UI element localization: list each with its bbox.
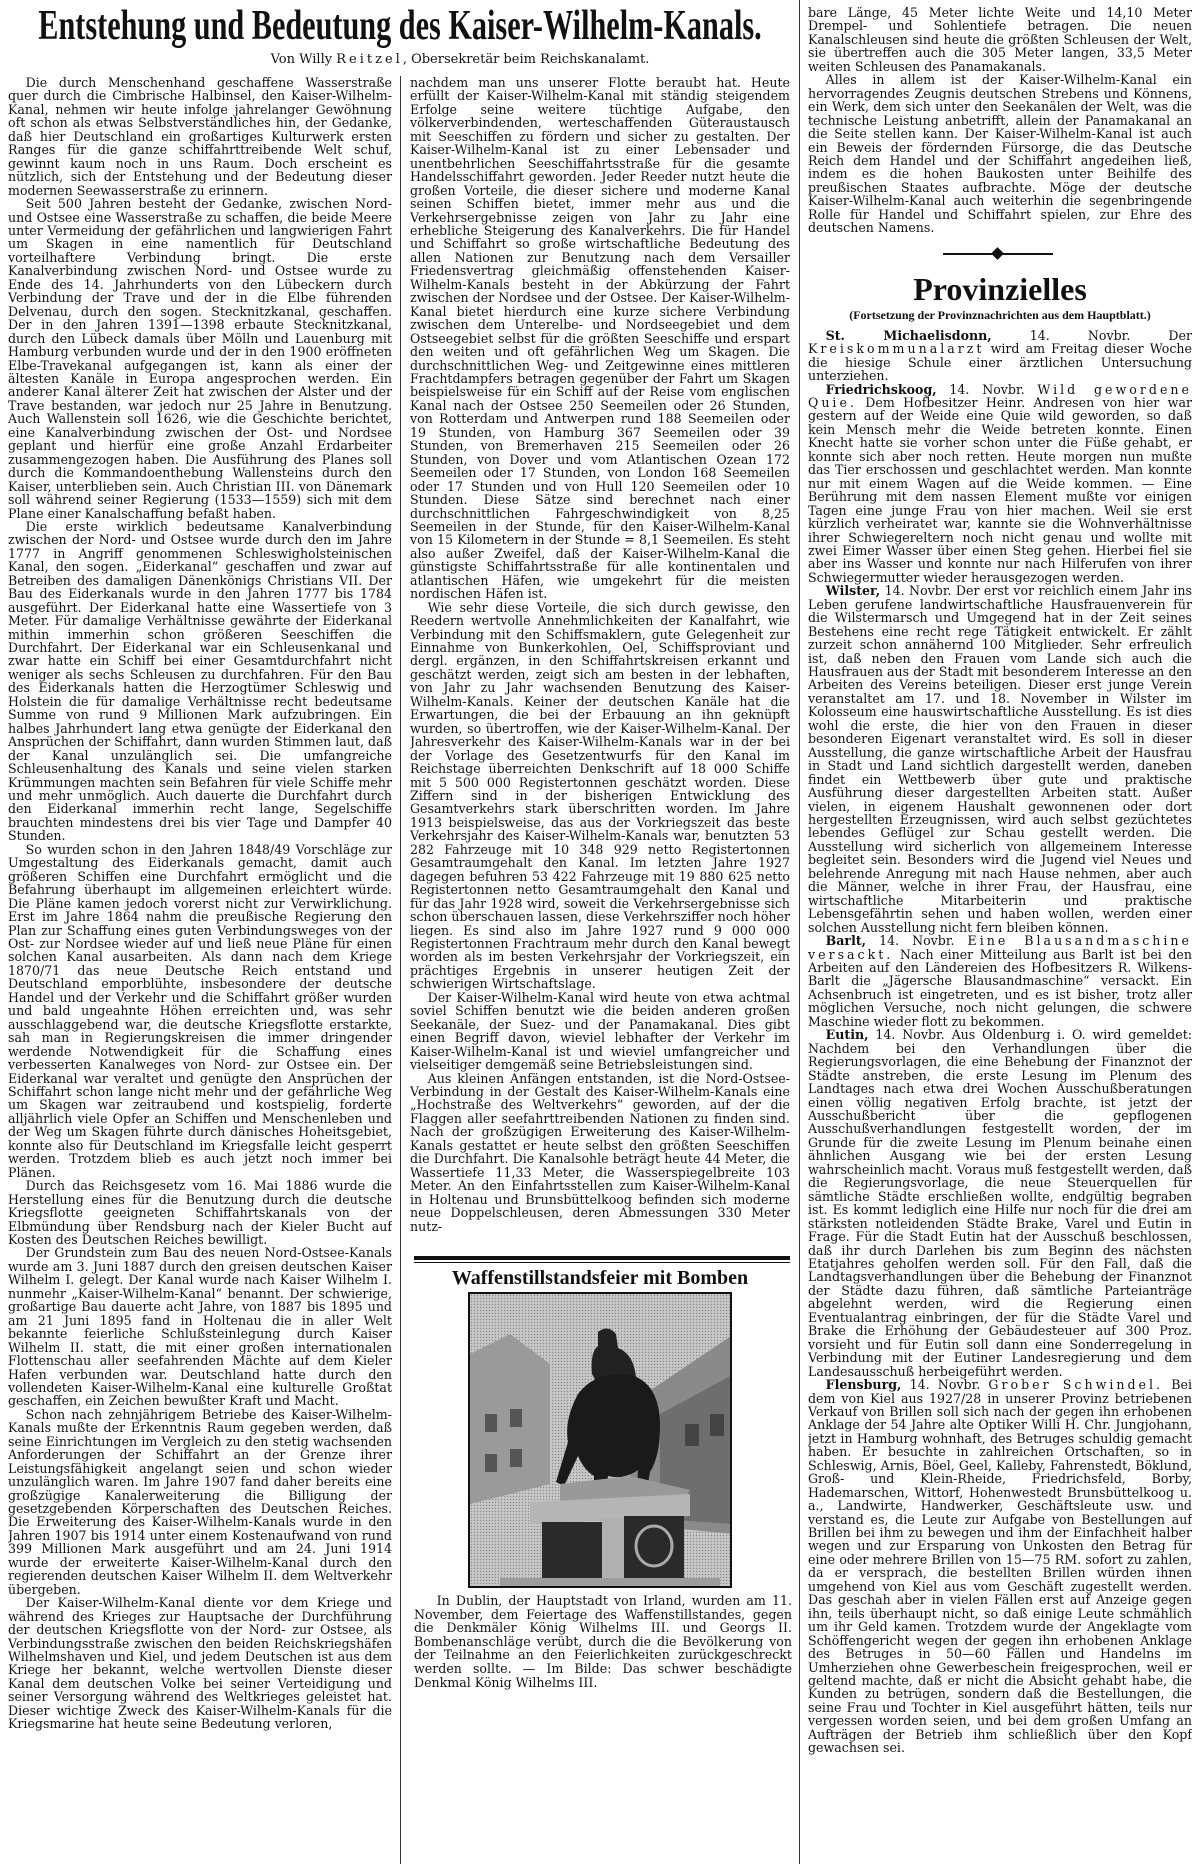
news-date: 14. Novbr. (884, 583, 952, 599)
news-place: Flensburg, (825, 1377, 902, 1393)
section-heading-provinzielles: Provinzielles (913, 270, 1087, 307)
article-column-1 (8, 76, 392, 1864)
news-headline: Grober Schwindel. (988, 1377, 1164, 1393)
paragraph: Schon nach zehnjährigem Betriebe des Kaiser-Wilhelm-Kanals mußte der Erkenntnis Raum gegeben werden, daß seine Einrichtungen im Vergleich zu den stetig wachsenden Anforderungen der Schiffahrt an der Grenze ihrer Leistungsfähigkeit angelangt seien und schon wieder unzulänglich waren. Im Jahre 1907 fand daher bereits eine großzügige Kanalerweiterung die Billigung der gesetzgebenden Körperschaften des Deutschen Reiches. Die Erweiterung des Kaiser-Wilhelm-Kanals wurde in den Jahren 1907 bis 1914 unter einem Kostenaufwand von rund 399 Millionen Mark ausgeführt und am 24. Juni 1914 wurde der erweiterte Kaiser-Wilhelm-Kanal durch den regierenden deutschen Kaiser Wilhelm II. dem Weltverkehr übergeben. (8, 1406, 392, 1597)
author-name: Reitzel (336, 52, 403, 67)
section-subheading: (Fortsetzung der Provinznachrichten aus dem Hauptblatt.) (849, 307, 1151, 322)
news-place: Eutin, (825, 1027, 869, 1043)
paragraph: Der Kaiser-Wilhelm-Kanal diente vor dem Kriege und während des Krieges zur Hauptsache der Durchführung der deutschen Kriegsflotte von der Nord- zur Ostsee, als Verbindungsstraße zwischen den beiden Reichskriegshäfen Wilhelmshaven und Kiel, und jedem Deutschen ist aus dem Kriege her bekannt, welche wertvollen Dienste dieser Kanal dem deutschen Volke bei seiner Verteidigung und seiner Versorgung während des Weltkrieges geleistet hat. Dieser wichtige Zweck des Kaiser-Wilhelm-Kanals für die Kriegsmarine hat heute seine Bedeutung verloren, (8, 1595, 392, 1732)
article-byline (150, 52, 770, 68)
news-text: Nach einer Mitteilung aus Barlt ist bei den Arbeiten auf den Ländereien des Hofbesitzers R. Wilkens-Barlt die „Jägersche Blausandmaschine“ versackt. Ein Achsenbruch ist eingetreten, und es ist bisher, trotz aller möglichen Versuche, noch nicht gelungen, die schwere Maschine wieder flott zu bekommen. (808, 946, 1192, 1029)
news-text: Aus Oldenburg i. O. wird gemeldet: Nachdem bei den Verhandlungen über die Regierungsvorlagen, die eine Behebung der Finanznot der Städte anstreben, die erste Lesung im Plenum des Landtages nach etwa drei Wochen Ausschußberatungen einen völlig negativen Erfolg brachte, ist jetzt der Ausschußbericht über die gepflogenen Ausschußverhandlungen festgestellt worden, der im Grunde für die zweite Lesung im Plenum beinahe einen ähnlichen Ausgang wie bei der ersten Lesung wahrscheinlich macht. Voraus muß festgestellt werden, daß die Regierungsvorlage, die neue Steuerquellen für sämtliche Städte erschließen wollte, endgültig begraben ist. Es kommt lediglich eine Hilfe nur noch für die drei am stärksten notleidenden Städte Brake, Varel und Eutin in Frage. Für die Stadt Eutin hat der Ausschuß beschlossen, daß ihr durch Darlehen bis zum Beginn des nächsten Etatjahres geholfen werden soll. Für den Fall, daß die Landtagsverhandlungen über die Behebung der Finanznot der Städte dazu führen, daß sämtliche Parteianträge abgelehnt werden, wird die Regierung einen Eventualantrag einbringen, der für die Städte Varel und Brake die Erhöhung der Gebäudesteuer auf 300 Proz. vorsieht und für Eutin soll dann eine Sonderregelung in Verbindung mit der Eutiner Landesregierung und dem Landesausschuß herbeigeführt werden. (808, 1027, 1192, 1379)
news-place: Friedrichskoog, (825, 381, 937, 397)
news-place: Barlt, (825, 933, 867, 949)
news-text: Der erst vor reichlich einem Jahr ins Leben gerufene landwirtschaftliche Hausfrauenverein für die Wilstermarsch und Umgegend hat in der Zeit seines Bestehens eine recht rege Tätigkeit entwickelt. Er zählt zurzeit schon annähernd 100 Mitglieder. Sehr erfreulich ist, daß neben den Frauen vom Lande sich auch die Hausfrauen aus der Stadt mit besonderem Interesse an den Arbeiten des Vereins beteiligen. Dieser erst junge Verein veranstaltet am 17. und 18. November in Wilster im Kolosseum eine hauswirtschaftliche Ausstellung. Es ist dies wohl die erste, die hier von den Frauen in dieser besonderen Eigenart veranstaltet wird. Es soll in dieser Ausstellung, die ganze wirtschaftliche Arbeit der Hausfrau in Stadt und Land sichtlich dargestellt werden, daneben findet ein Wettbewerb über gute und praktische Ausführung dieser dargestellten Arbeiten statt. Außer vielen, in eigenem Haushalt gewonnenen oder dort hergestellten Erzeugnissen, wird auch selbst gezüchtetes lebendes Geflügel zur Schau gestellt werden. Die Ausstellung wird sicherlich von allgemeinem Interesse begleitet sein. Besonders wird die Jugend viel Neues und belehrende Anregung mit nach Hause nehmen, aber auch die Männer, welche in ihrer Frau, der Hausfrau, eine wirtschaftliche Mitarbeiterin und praktische Lebensgefährtin sehen und haben wollen, werden einer solchen Ausstellung nicht fern bleiben können. (808, 583, 1192, 935)
news-text: wird am Freitag dieser Woche die hiesige Schule einer ärztlichen Untersuchung unterziehen. (808, 341, 1192, 384)
paragraph: nachdem man uns unserer Flotte beraubt hat. Heute erfüllt der Kaiser-Wilhelm-Kanal mit ständig steigendem Erfolge seine weitere tüchtige Aufgabe, den völkerverbindenden, werteschaffenden Güteraustausch mit Seeschiffen zu fördern und sicher zu gestalten. Der Kaiser-Wilhelm-Kanal ist zu einer Lebensader und unentbehrlichen Seeschiffahrtsstraße für die gesamte Handelsschiffahrt geworden. Jeder Reeder nutzt heute die großen Vorteile, die dieser sichere und moderne Kanal seinen Schiffen bietet, immer mehr aus und die Verkehrsergebnisse zeigen von Jahr zu Jahr eine erhebliche Steigerung des Kanalverkehrs. Die für Handel und Schiffahrt so große wirtschaftliche Bedeutung des allen Nationen zur Benutzung nach dem Versailler Friedensvertrag gleichmäßig offenstehenden Kaiser-Wilhelm-Kanals besteht in der Abkürzung der Fahrt zwischen der Nordsee und der Ostsee. Der Kaiser-Wilhelm-Kanal bietet hierdurch eine kurze sichere Verbindung zwischen dem Unterelbe- und Nordseegebiet und dem Ostseegebiet selbst für die größten Seeschiffe und erspart den weiten und oft gefährlichen Weg um Skagen. Die durchschnittlichen Weg- und Zeitgewinne eines mittleren Frachtdampfers betragen gegenüber der Fahrt um Skagen beispielsweise für ein Schiff auf der Reise vom englischen Kanal nach der Ostsee 250 Seemeilen oder 26 Stunden, von Rotterdam und Antwerpen rund 188 Seemeilen oder 19 Stunden, von Hamburg 367 Seemeilen oder 39 Stunden, von Bremerhaven 215 Seemeilen oder 26 Stunden, von Dover und vom Atlantischen Ozean 172 Seemeilen oder 17 Stunden, von London 168 Seemeilen oder 17 Stunden und von Hull 120 Seemeilen oder 10 Stunden. Diese Sätze sind berechnet nach einer durchschnittlichen Fahrgeschwindigkeit von 8,25 Seemeilen in der Stunde, für den Kaiser-Wilhelm-Kanal von 15 Kilometern in der Stunde = 8,1 Seemeilen. Es steht also außer Zweifel, daß der Kaiser-Wilhelm-Kanal die günstigste Schiffahrtsstraße für alle kontinentalen und atlantischen Häfen, wie umgekehrt für die meisten nordischen Häfen ist. (410, 76, 790, 602)
byline-prefix: Von Willy (270, 52, 333, 67)
news-date: 14. Novbr. (909, 1377, 981, 1393)
news-headline: Kreiskommunalarzt (808, 341, 985, 357)
column-rule (400, 76, 401, 1864)
article-headline: Entstehung und Bedeutung des Kaiser-Wilhelm-Kanals. (38, 3, 762, 49)
news-date: 14. Novbr. (1029, 327, 1131, 343)
news-item (808, 584, 1192, 934)
news-text: Bei dem von Kiel aus 1927/28 in unserer Provinz betriebenen Verkauf von Brillen soll sich nach der gegen ihn erhobenen Anklage der 54 Jahre alte Optiker Willi H. Chr. Jungjohann, jetzt in Hamburg wohnhaft, des Betruges schuldig gemacht haben. Er besuchte in zahlreichen Ortschaften, so in Schleswig, Arnis, Böel, Geel, Kalleby, Fahrenstedt, Böklund, Groß- und Klein-Rheide, Friedrichsfeld, Borby, Hademarschen, Wittorf, Hohenwestedt Brunsbüttelkoog u. a., Landwirte, Handwerker, Geschäftsleute usw. und verstand es, die Leute zur Aufgabe von Bestellungen auf Brillen bei ihm zu bewegen und ihm der Einfachheit halber wegen und zur Ersparung von Unkosten den Betrag für eine oder mehrere Brillen von 15—75 RM. sofort zu zahlen, da er versprach, die bestellten Brillen würden ihnen umgehend von Kiel aus vom Geschäft zugestellt werden. Das geschah aber in vielen Fällen erst auf Anzeige gegen ihn, teils überhaupt nicht, so daß einige Leute schmählich um ihr Geld kamen. Trotzdem wurde der Angeklagte vom Schöffengericht wegen der gegen ihn erhobenen Anklage des Betruges in 50—60 Fällen und Handelns im Umherziehen ohne Gewerbeschein freigesprochen, weil er geltend machte, daß er nicht die Absicht gehabt habe, die Kunden zu betrügen, sondern daß die Bestellungen, die seine Frau und Tochter in Kiel ausgeführt hätten, teils nur vergessen worden seien, und bei dem großen Umfang an Aufträgen der Betrieb ihm schließlich über den Kopf gewachsen sei. (808, 1377, 1192, 1756)
section-rule (414, 1256, 790, 1260)
paragraph: bare Länge, 45 Meter lichte Weite und 14,10 Meter Drempel- und Sohlentiefe betragen. Die neuen Kanalschleusen sind heute die größten Schleusen der Welt, sie übertreffen auch die 305 Meter langen, 33,5 Meter weiten Schleusen des Panamakanals. (808, 6, 1192, 74)
paragraph: Der Grundstein zum Bau des neuen Nord-Ostsee-Kanals wurde am 3. Juni 1887 durch den greisen deutschen Kaiser Wilhelm I. gelegt. Der Kanal wurde nach Kaiser Wilhelm I. nunmehr „Kaiser-Wilhelm-Kanal“ benannt. Der schwierige, großartige Bau dauerte acht Jahre, von 1887 bis 1895 und am 21 Juni 1895 fand in Holtenau die in aller Welt bekannte feierliche Schlußsteinlegung durch Kaiser Wilhelm II. statt, die mit einer großen internationalen Flottenschau aller seefahrenden Mächte auf dem Kieler Hafen verbunden war. Deutschland hatte durch den vollendeten Kaiser-Wilhelm-Kanal eine kulturelle Großtat geschaffen, ein Zeichen bewußter Kraft und Macht. (8, 1245, 392, 1409)
equestrian-statue-image (470, 1294, 732, 1588)
paragraph: Wie sehr diese Vorteile, die sich durch gewisse, den Reedern wertvolle Annehmlichkeiten der Kanalfahrt, wie Verbindung mit den Schiffsmaklern, gute Gelegenheit zur Einnahme von Bunkerkohlen, Oel, Schiffsproviant und dergl. ergänzen, in den Schiffahrtskreisen erkannt und geschätzt werden, zeigt sich am besten in der lebhaften, von Jahr zu Jahr wachsenden Benutzung des Kaiser-Wilhelm-Kanals. Keiner der deutschen Kanäle hat die Erwartungen, die bei der Erbauung an ihn geknüpft wurden, so übertroffen, wie der Kaiser-Wilhelm-Kanal. Der Jahresverkehr des Kaiser-Wilhelm-Kanals war in der bei der Vorlage des Gesetzentwurfs für den Kanal im Reichstage überreichten Denkschrift auf 18 000 Schiffe mit 5 500 000 Registertonnen geschätzt worden. Diese Ziffern sind in der bisherigen Entwicklung des Gesamtverkehrs stark überschritten worden. Im Jahre 1913 beispielsweise, das aus der Vorkriegszeit das beste Verkehrsjahr des Kaiser-Wilhelm-Kanals war, benutzten 53 282 Fahrzeuge mit 10 348 929 netto Registertonnen Gesamtraumgehalt den Kanal. Im letzten Jahre 1927 dagegen befuhren 53 422 Fahrzeuge mit 19 880 625 netto Registertonnen netto Gesamtraumgehalt den Kanal und für das Jahr 1928 wird, soweit die Verkehrsergebnisse sich schon überschauen lassen, diese Verkehrsziffer noch höher liegen. Es sind also im Jahre 1927 rund 9 000 000 Registertonnen Frachtraum mehr durch den Kanal bewegt worden als im besten Verkehrsjahr der Vorkriegszeit, ein prächtiges Ergebnis in unserer heutigen Zeit der schwierigen Wirtschaftslage. (410, 599, 790, 992)
paragraph: Die erste wirklich bedeutsame Kanalverbindung zwischen der Nord- und Ostsee wurde durch den im Jahre 1777 in Angriff genommenen Schleswigholsteinischen Kanal, den sogen. „Eiderkanal“ geschaffen und zwar auf Betreiben des damaligen Dänenkönigs Christians VII. Der Bau des Eiderkanals wurde in den Jahren 1777 bis 1784 ausgeführt. Der Eiderkanal hatte eine Wassertiefe von 3 Meter. Für damalige Verhältnisse gewährte der Eiderkanal mithin immerhin schon größeren Seeschiffen die Durchfahrt. Der Eiderkanal war ein Schleusenkanal und zwar hatte ein Schiff bei einer Gesamtdurchfahrt nicht weniger als sechs Schleusen zu durchfahren. Für den Bau des Eiderkanals hatten die Herzogtümer Schleswig und Holstein die für damalige Verhältnisse recht bedeutsame Summe von rund 9 Millionen Mark aufzubringen. Ein halbes Jahrhundert lang etwa genügte der Eiderkanal den Ansprüchen der Schiffahrt, dann wurden Stimmen laut, daß der Kanal unzulänglich sei. Die umfangreiche Schleusenhaltung des Kanals und seine vielen starken Krümmungen machten sein Befahren für viele Schiffe mehr und mehr unmöglich. Auch dauerte die Durchfahrt durch den Eiderkanal immerhin recht lange, Segelschiffe brauchten mindestens drei bis vier Tage und Dampfer 40 Stunden. (8, 518, 392, 844)
paragraph: Die durch Menschenhand geschaffene Wasserstraße quer durch die Cimbrische Halbinsel, den Kaiser-Wilhelm-Kanal, nehmen wir heute infolge jahrelanger Gewöhnung oft schon als etwas Selbstverständliches hin, der Gedanke, daß hier Deutschland ein großartiges Kulturwerk ersten Ranges für die ganze schiffahrttreibende Welt schuf, gewinnt kaum noch in uns Raum. Doch erscheint es nützlich, sich der Entstehung und der Bedeutung dieser modernen Seewasserstraße zu erinnern. (8, 76, 392, 198)
news-place: St. Michaelisdonn, (825, 327, 992, 343)
paragraph: Aus kleinen Anfängen entstanden, ist die Nord-Ostsee-Verbindung in der Gestalt des Kaiser-Wilhelm-Kanals eine „Hochstraße des Weltverkehrs“ geworden, auf der die Flaggen aller seefahrttreibenden Nationen zu finden sind. Nach der großzügigen Erweiterung des Kaiser-Wilhelm-Kanals gestattet er heute selbst den größten Seeschiffen die Durchfahrt. Die Kanalsohle beträgt heute 44 Meter, die Wassertiefe 11,33 Meter, die Wasserspiegelbreite 103 Meter. An den Einfahrtsstellen zum Kaiser-Wilhelm-Kanal in Holtenau und Brunsbüttelkoog befinden sich moderne neue Doppelschleusen, deren Abmessungen 330 Meter nutz- (410, 1070, 790, 1234)
news-item (808, 934, 1192, 1028)
byline-suffix: , Obersekretär beim Reichskanalamt. (402, 52, 650, 67)
news-place: Wilster, (825, 583, 881, 599)
photo-caption (414, 1594, 792, 1689)
paragraph: Der Kaiser-Wilhelm-Kanal wird heute von etwa achtmal soviel Schiffen benutzt wie die beiden anderen großen Seekanäle, der Suez- und der Panamakanal. Dies gibt einen Begriff davon, wieviel lebhafter der Verkehr im Kaiser-Wilhelm-Kanal ist und wieviel umfangreicher und vielseitiger demgemäß seine Betriebsleistungen sind. (410, 989, 790, 1073)
news-items-list (808, 329, 1192, 1755)
news-date: 14. Novbr. (879, 933, 955, 949)
news-headline: Wild gewordene Quie. (808, 381, 1192, 410)
article-column-3 (808, 6, 1192, 1856)
news-item (808, 383, 1192, 585)
news-date: 14. Novbr. (875, 1027, 945, 1043)
news-text: Dem Hofbesitzer Heinr. Andresen von hier war gestern auf der Weide eine Quie wild geworden, so daß kein Mensch mehr die Weide betreten konnte. Einen Knecht hatte sie vorher schon unter die Füße gehabt, er konnte sich aber noch retten. Heute morgen nun mußte das Tier erschossen und geschlachtet werden. Man konnte nur mit einem Wagen auf die Weide kommen. — Eine Berührung mit dem nassen Element mußte vor einigen Tagen eine junge Frau von hier machen. Weil sie erst kürzlich verheiratet war, kannte sie die Wohnverhältnisse ihrer Schwiegereltern noch nicht genau und wollte mit zwei Eimer Wasser über einen Steg gehen. Hierbei fiel sie aber ins Wasser und konnte nur nach Hilferufen von ihrer Schwiegermutter wieder herausgezogen werden. (808, 394, 1192, 585)
section-rule (414, 1262, 790, 1263)
paragraph: Durch das Reichsgesetz vom 16. Mai 1886 wurde die Herstellung eines für die Benutzung durch die deutsche Kriegsflotte geeigneten Schiffahrtskanals von der Elbmündung über Rendsburg nach der Kieler Bucht auf Kosten des Deutschen Reiches bewilligt. (8, 1178, 392, 1247)
news-item (808, 1378, 1192, 1755)
statue-photo (468, 1292, 732, 1588)
news-lead: Der (1168, 327, 1192, 343)
photo-headline: Waffenstillstandsfeier mit Bomben (451, 1267, 749, 1289)
paragraph: Seit 500 Jahren besteht der Gedanke, zwischen Nord- und Ostsee eine Wasserstraße zu schaffen, die beide Meere unter Vermeidung der gefährlichen und langwierigen Fahrt um Skagen in eine namentlich für Deutschland vorteilhaftere Verbindung bringt. Die erste Kanalverbindung zwischen Nord- und Ostsee wurde zu Ende des 14. Jahrhunderts von den Lübeckern durch Verbindung der Trave und der in die Elbe führenden Delvenau, durch den sogen. Stecknitzkanal, geschaffen. Der in den Jahren 1391—1398 erbaute Stecknitzkanal, durch den Lübeck damals über Mölln und Lauenburg mit Hamburg verbunden wurde und der in den 1900 eröffneten Elbe-Travekanal aufgegangen ist, kann als einer der ältesten Kanäle in Europa angesprochen werden. Ein anderer Kanal älterer Zeit hat zwischen der Alster und der Trave bestanden, war jedoch nur 25 Jahre in Benutzung. Auch Wallenstein soll 1626, wie die Geschichte berichtet, eine Kanalverbindung zwischen der Ost- und Nordsee geplant und hierfür eine große Anzahl Erdarbeiter zusammengezogen haben. Die Ausführung des Planes soll durch die Kommandoenthebung Wallensteins durch den Kaiser, unterblieben sein. Auch Christian III. von Dänemark soll während seiner Regierung (1533—1559) sich mit dem Plane einer Kanalschaffung befaßt haben. (8, 196, 392, 521)
news-date: 14. Novbr. (949, 381, 1025, 397)
paragraph: So wurden schon in den Jahren 1848/49 Vorschläge zur Umgestaltung des Eiderkanals gemacht, damit auch größeren Schiffen eine Durchfahrt ermöglicht und die Befahrung überhaupt im allgemeinen erleichtert würde. Die Pläne kamen jedoch vorerst nicht zur Verwirklichung. Erst im Jahre 1864 nahm die preußische Regierung den Plan zur Schaffung eines guten Verbindungsweges von der Ost- zur Nordsee wieder auf und ließ neue Pläne für einen solchen Kanal ausarbeiten. Als dann nach dem Kriege 1870/71 das neue Deutsche Reich entstand und Deutschland emporblühte, insbesondere der deutsche Handel und der Verkehr und die Schiffahrt größer wurden und bald ungeahnte Höhen erreichten und, was sehr ausschlaggebend war, die deutsche Kriegsflotte erstarkte, sah man in Regierungskreisen die immer dringender werdende Notwendigkeit für die Schaffung eines verbesserten Kanalweges von Nord- zur Ostsee ein. Der Eiderkanal war veraltet und genügte den Ansprüchen der Schiffahrt schon lange nicht mehr und der gefährliche Weg um Skagen war zeitraubend und kostspielig, forderte alljährlich viele Opfer an Schiffen und Menschenleben und der Weg um Skagen führte durch dänisches Hoheitsgebiet, konnte also für Deutschland im Kriegsfalle leicht gesperrt werden. Trotzdem blieb es auch jetzt noch immer bei Plänen. (8, 841, 392, 1180)
column-rule (799, 0, 800, 1864)
news-item (808, 329, 1192, 383)
paragraph: Alles in allem ist der Kaiser-Wilhelm-Kanal ein hervorragendes Zeugnis deutschen Strebens und Könnens, ein Werk, dem sich unter den Seekanälen der Welt, was die technische Leistung anbetrifft, allein der Panamakanal an die Seite stellen kann. Der Kaiser-Wilhelm-Kanal ist auch ein Beweis der fördernden Fürsorge, die das Deutsche Reich dem Handel und der Schiffahrt angedeihen ließ, indem es die hohen Baukosten unter Beihilfe des preußischen Staates aufbrachte. Möge der deutsche Kaiser-Wilhelm-Kanal auch weiterhin die segenbringende Rolle für Handel und Schiffahrt spielen, zur Ehre des deutschen Namens. (808, 72, 1192, 236)
caption-text: In Dublin, der Hauptstadt von Irland, wurden am 11. November, dem Feiertage des Waffenstillstandes, gegen die Denkmäler König Wilhelms III. und Georgs II. Bombenanschläge verübt, durch die die Bevölkerung von der Teilnahme an den Feierlichkeiten zurückgeschreckt werden sollte. — Im Bilde: Das schwer beschädigte Denkmal König Wilhelms III. (414, 1593, 792, 1690)
article-column-2 (410, 76, 790, 1256)
ornamental-divider (808, 241, 1192, 267)
news-headline: Eine Blausandmaschine versackt. (808, 933, 1192, 962)
news-item (808, 1028, 1192, 1378)
